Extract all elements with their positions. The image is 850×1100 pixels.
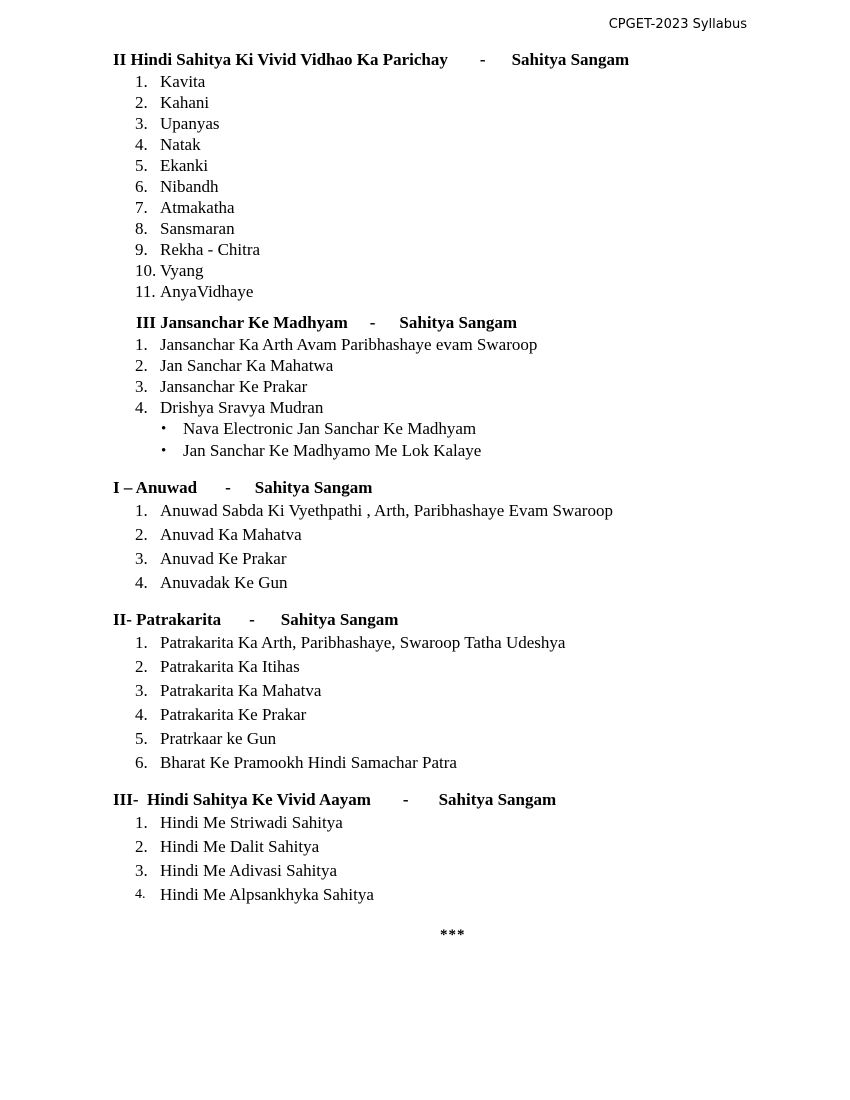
section-source: Sahitya Sangam [438, 790, 557, 809]
section-hindi-sahitya-aayam [113, 789, 763, 907]
list-item: 1. Hindi Me Striwadi Sahitya [135, 813, 343, 832]
list-item: 4. Hindi Me Alpsankhyka Sahitya [135, 885, 374, 904]
list-item: 1. Anuwad Sabda Ki Vyethpathi , Arth, Paribhashaye Evam Swaroop [135, 501, 613, 520]
list-item: 6. Bharat Ke Pramookh Hindi Samachar Patra [135, 753, 457, 772]
list-item: 8. Sansmaran [135, 219, 235, 238]
list-item: 3. Upanyas [135, 114, 220, 133]
list-item: 1. Patrakarita Ka Arth, Paribhashaye, Swaroop Tatha Udeshya [135, 633, 566, 652]
list-item: 4. Patrakarita Ke Prakar [135, 705, 307, 724]
list-item: 2. Anuvad Ka Mahatva [135, 525, 302, 544]
list-item: 1. Kavita [135, 72, 206, 91]
section-dash: - [249, 610, 255, 629]
section-source: Sahitya Sangam [511, 50, 630, 69]
sub-bullet-list [113, 418, 763, 462]
section-heading [113, 609, 763, 631]
list-item: 2. Kahani [135, 93, 210, 112]
list-item: 4. Anuvadak Ke Gun [135, 573, 288, 592]
section-hindi-sahitya-vidha [113, 49, 763, 302]
section-jansanchar [113, 312, 763, 462]
section-heading [113, 312, 763, 334]
section-patrakarita [113, 609, 763, 775]
topic-list [113, 631, 763, 775]
bullet-item: • Jan Sanchar Ke Madhyamo Me Lok Kalaye [113, 440, 763, 462]
section-title: III Jansanchar Ke Madhyam [136, 313, 348, 332]
list-item: 11. AnyaVidhaye [135, 282, 254, 301]
section-source: Sahitya Sangam [399, 313, 518, 332]
section-anuwad [113, 477, 763, 595]
section-heading [113, 477, 763, 499]
list-item: 9. Rekha - Chitra [135, 240, 261, 259]
list-item: 3. Hindi Me Adivasi Sahitya [135, 861, 338, 880]
section-title: I – Anuwad [113, 478, 198, 497]
section-dash: - [225, 478, 231, 497]
list-item: 4. Natak [135, 135, 201, 154]
list-item: 2. Hindi Me Dalit Sahitya [135, 837, 320, 856]
list-item: 2. Jan Sanchar Ka Mahatwa [135, 356, 334, 375]
section-heading [113, 49, 763, 71]
topic-list [113, 811, 763, 907]
list-item: 7. Atmakatha [135, 198, 235, 217]
list-item: 4. Drishya Sravya Mudran [135, 398, 324, 417]
page-header: CPGET-2023 Syllabus [608, 17, 747, 32]
syllabus-content [113, 49, 763, 907]
list-item: 3. Jansanchar Ke Prakar [135, 377, 308, 396]
topic-list [113, 334, 763, 418]
section-title: II Hindi Sahitya Ki Vivid Vidhao Ka Parichay [113, 50, 448, 69]
topic-list [113, 499, 763, 595]
list-item: 3. Anuvad Ke Prakar [135, 549, 287, 568]
list-item: 6. Nibandh [135, 177, 219, 196]
list-item: 1. Jansanchar Ka Arth Avam Paribhashaye evam Swaroop [135, 335, 538, 354]
section-source: Sahitya Sangam [254, 478, 373, 497]
section-dash: - [402, 790, 409, 809]
list-item: 5. Ekanki [135, 156, 209, 175]
section-title: II- Patrakarita [113, 610, 222, 629]
section-dash: - [479, 50, 486, 69]
list-item: 3. Patrakarita Ka Mahatva [135, 681, 322, 700]
section-source: Sahitya Sangam [280, 610, 399, 629]
list-item: 10. Vyang [135, 261, 204, 280]
section-heading [113, 789, 763, 811]
topic-list [113, 71, 763, 302]
list-item: 2. Patrakarita Ka Itihas [135, 657, 300, 676]
bullet-item: • Nava Electronic Jan Sanchar Ke Madhyam [113, 418, 763, 440]
section-dash: - [369, 313, 376, 332]
end-marker: *** [440, 927, 466, 943]
list-item: 5. Pratrkaar ke Gun [135, 729, 277, 748]
section-title: III- Hindi Sahitya Ke Vivid Aayam [113, 790, 371, 809]
